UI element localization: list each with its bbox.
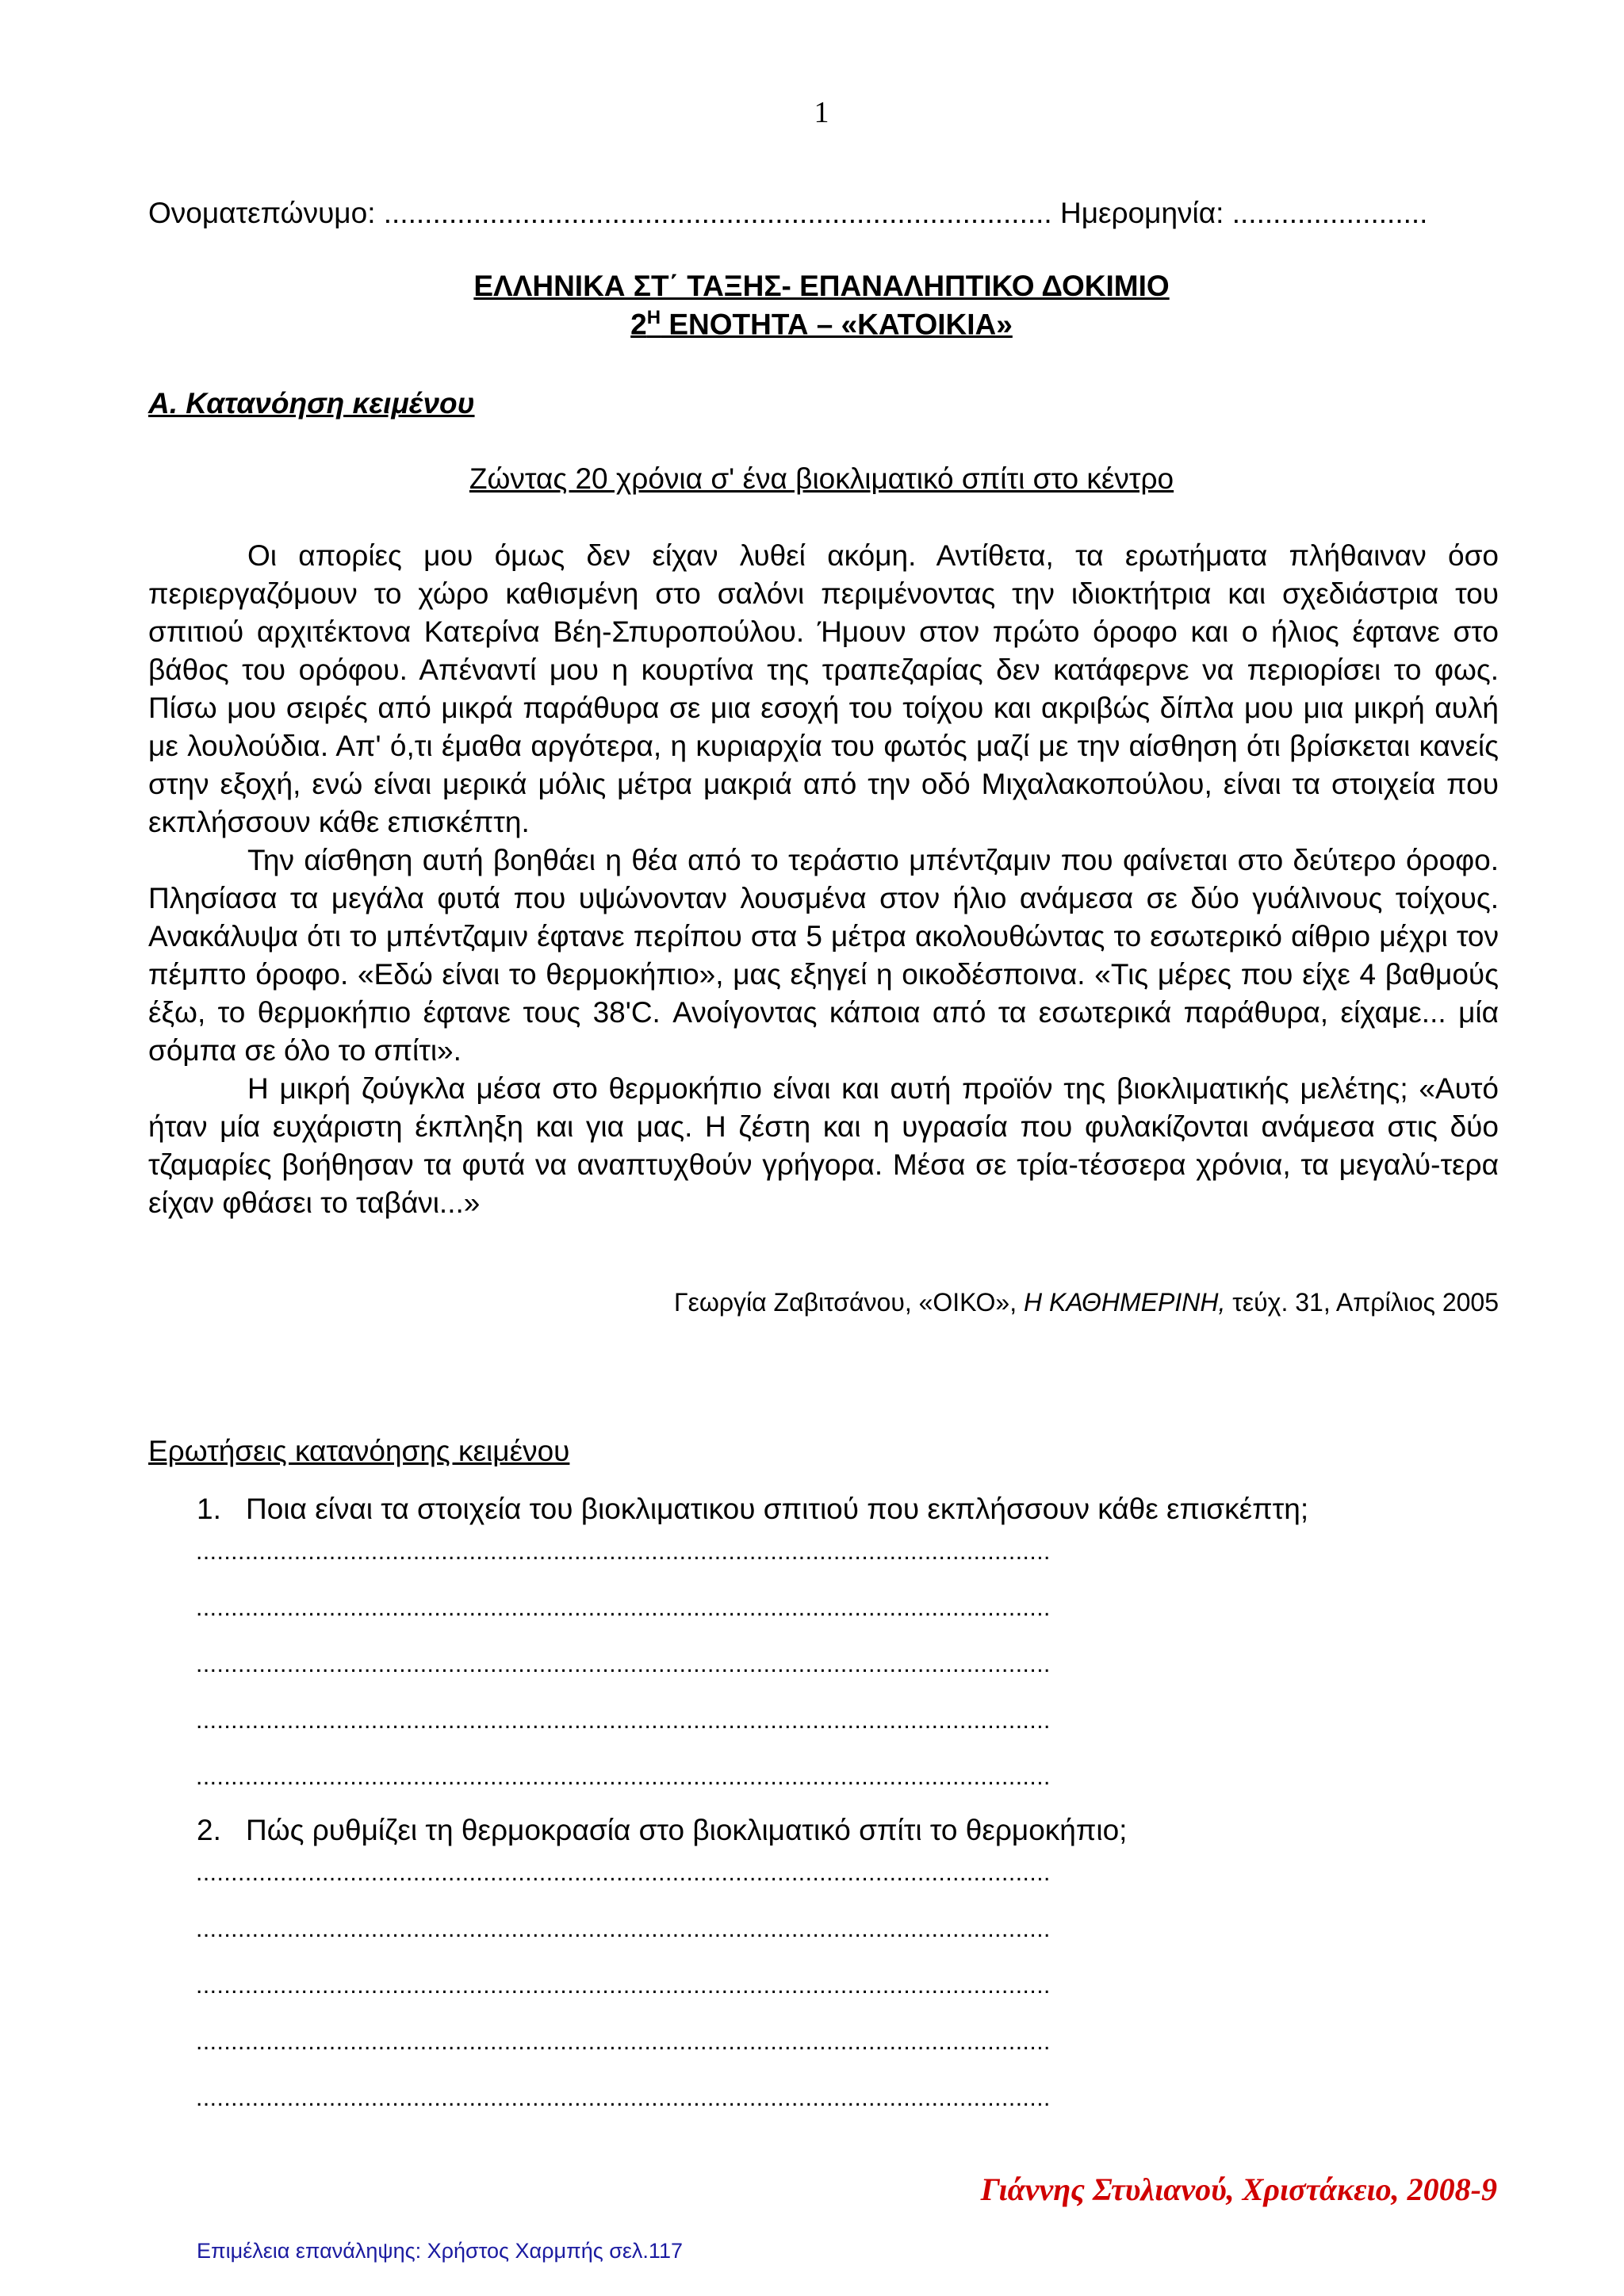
footer-note: Επιμέλεια επανάληψης: Χρήστος Χαρμπής σελ.117 xyxy=(197,2239,683,2263)
source-author: Γεωργία Ζαβιτσάνου, «ΟΙΚΟ», xyxy=(673,1288,1024,1317)
student-info-line xyxy=(148,197,1477,230)
unit-title: ΕΝΟΤΗΤΑ – «ΚΑΤΟΙΚΙΑ» xyxy=(661,308,1013,341)
answer-line[interactable]: .......................................................................................................................... xyxy=(196,1916,1051,1942)
answer-line[interactable]: .......................................................................................................................... xyxy=(196,2029,1051,2055)
question-1 xyxy=(197,1493,1545,1526)
answer-line[interactable]: .......................................................................................................................... xyxy=(196,1651,1051,1677)
questions-heading: Ερωτήσεις κατανόησης κειμένου xyxy=(148,1435,570,1467)
answer-line[interactable]: .......................................................................................................................... xyxy=(196,1539,1051,1565)
answer-line[interactable]: .......................................................................................................................... xyxy=(196,1972,1051,1999)
page-number: 1 xyxy=(814,96,829,129)
question-text: Ποια είναι τα στοιχεία του βιοκλιματικου σπιτιού που εκπλήσσουν κάθε επισκέπτη; xyxy=(246,1493,1309,1525)
answer-line[interactable]: .......................................................................................................................... xyxy=(196,1860,1051,1886)
document-subtitle xyxy=(0,307,1624,341)
article-source xyxy=(148,1288,1499,1317)
article-paragraph: Η μικρή ζούγκλα μέσα στο θερμοκήπιο είναι και αυτή προϊόν της βιοκλιματικής μελέτης; «Αυτό ήταν μία ευχάριστη έκπληξη και για μας. Η ζέστη και η υγρασία που φυλακίζονται ανάμεσα στις δύο τζαμαρίες βοήθησαν τα φυτά να αναπτυχθούν γρήγορα. Μέσα σε τρία-τέσσερα χρόνια, τα μεγαλύ-τερα είχαν φθάσει το ταβάνι...» xyxy=(148,1072,1499,1219)
source-publication: Η ΚΑΘΗΜΕΡΙΝΗ, xyxy=(1024,1288,1226,1317)
footer-author: Γιάννης Στυλιανού, Χριστάκειο, 2008-9 xyxy=(980,2171,1497,2207)
answer-line[interactable]: .......................................................................................................................... xyxy=(196,1708,1051,1734)
source-issue: τεύχ. 31, Απρίλιος 2005 xyxy=(1225,1288,1499,1317)
article-paragraph: Την αίσθηση αυτή βοηθάει η θέα από το τεράστιο μπέντζαμιν που φαίνεται στο δεύτερο όροφο. Πλησίασα τα μεγάλα φυτά που υψώνονταν λουσμένα στον ήλιο ανάμεσα σε δύο γυάλινους τοίχους. Ανακάλυψα ότι το μπέντζαμιν έφτανε περίπου στα 5 μέτρα ακολουθώντας το εσωτερικό αίθριο μέχρι τον πέμπτο όροφο. «Εδώ είναι το θερμοκήπιο», μας εξηγεί η οικοδέσποινα. «Τις μέρες που είχε 4 βαθμούς έξω, το θερμοκήπιο έφτανε τους 38'C. Ανοίγοντας κάποια από τα εσωτερικά παράθυρα, είχαμε... μία σόμπα σε όλο το σπίτι». xyxy=(148,844,1499,1067)
unit-superscript: Η xyxy=(646,307,661,328)
document-title: ΕΛΛΗΝΙΚΑ ΣΤ΄ ΤΑΞΗΣ- ΕΠΑΝΑΛΗΠΤΙΚΟ ΔΟΚΙΜΙΟ xyxy=(473,270,1170,302)
article-title: Ζώντας 20 χρόνια σ' ένα βιοκλιματικό σπίτι στο κέντρο xyxy=(469,462,1174,495)
question-number: 1. xyxy=(197,1493,221,1525)
article-paragraph: Οι απορίες μου όμως δεν είχαν λυθεί ακόμη. Αντίθετα, τα ερωτήματα πλήθαιναν όσο περιεργαζόμουν το χώρο καθισμένη στο σαλόνι περιμένοντας την ιδιοκτήτρια και σχεδιάστρια του σπιτιού αρχιτέκτονα Κατερίνα Βέη-Σπυροπούλου. Ήμουν στον πρώτο όροφο και ο ήλιος έφτανε στο βάθος του ορόφου. Απέναντί μου η κουρτίνα της τραπεζαρίας δεν κατάφερνε να περιορίσει το φως. Πίσω μου σειρές από μικρά παράθυρα σε μια εσοχή του τοίχου και ακριβώς δίπλα μου μια μικρή αυλή με λουλούδια. Απ' ό,τι έμαθα αργότερα, η κυριαρχία του φωτός μαζί με την αίσθηση ότι βρίσκεται κανείς στην εξοχή, ενώ είναι μερικά μόλις μέτρα μακριά από την οδό Μιχαλακοπούλου, είναι τα στοιχεία που εκπλήσσουν κάθε επισκέπτη. xyxy=(148,539,1499,838)
answer-line[interactable]: .......................................................................................................................... xyxy=(196,1595,1051,1621)
date-field-dots: ........................ xyxy=(1231,197,1428,229)
date-label: Ημερομηνία: xyxy=(1060,197,1224,229)
question-number: 2. xyxy=(197,1814,221,1846)
answer-line[interactable]: .......................................................................................................................... xyxy=(196,2085,1051,2111)
question-2 xyxy=(197,1814,1545,1847)
section-heading: Α. Κατανόηση κειμένου xyxy=(148,387,475,420)
name-field-dots: .................................................................................. xyxy=(383,197,1052,229)
question-text: Πώς ρυθμίζει τη θερμοκρασία στο βιοκλιματικό σπίτι το θερμοκήπιο; xyxy=(246,1814,1128,1846)
name-label: Ονοματεπώνυμο: xyxy=(148,197,376,229)
answer-line[interactable]: .......................................................................................................................... xyxy=(196,1764,1051,1790)
unit-number: 2 xyxy=(630,308,647,341)
article-body xyxy=(148,537,1499,1222)
